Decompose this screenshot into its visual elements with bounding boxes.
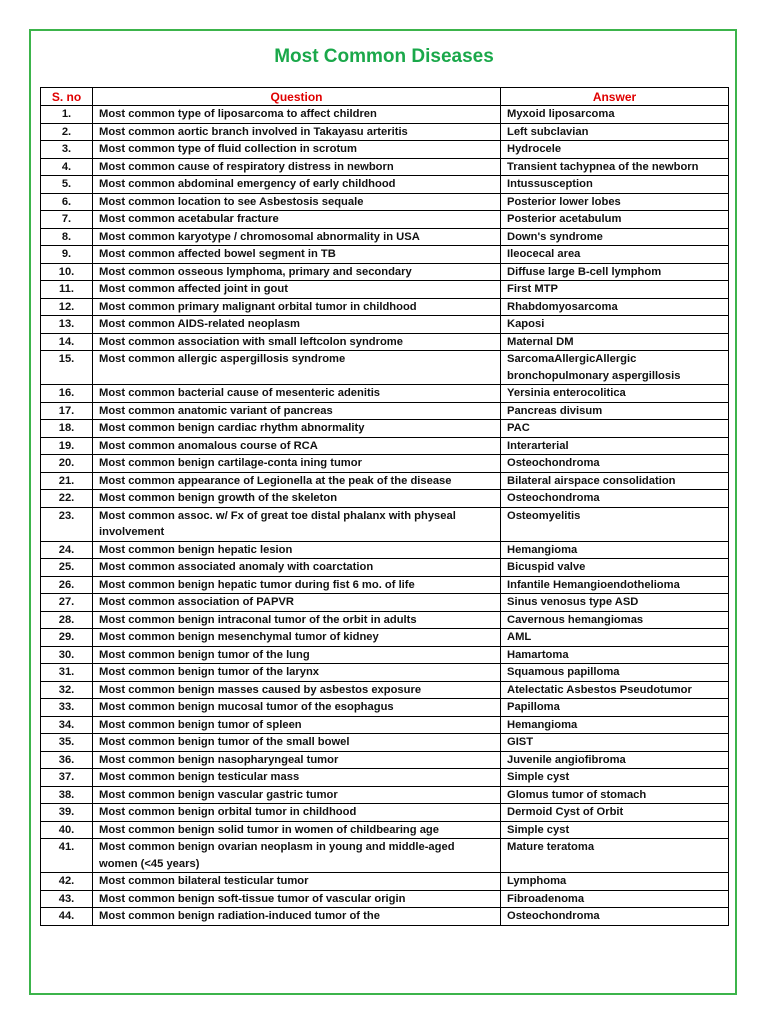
table-row	[41, 664, 729, 682]
row-question: Most common allergic aspergillosis syndrome	[93, 351, 501, 385]
header-sno: S. no	[41, 88, 93, 106]
row-answer: Hemangioma	[501, 716, 729, 734]
row-number: 8.	[41, 228, 93, 246]
row-question: Most common benign mucosal tumor of the esophagus	[93, 699, 501, 717]
row-question: Most common benign vascular gastric tumor	[93, 786, 501, 804]
row-question: Most common benign hepatic tumor during fist 6 mo. of life	[93, 576, 501, 594]
table-row	[41, 263, 729, 281]
row-question: Most common benign soft-tissue tumor of vascular origin	[93, 890, 501, 908]
row-number: 16.	[41, 385, 93, 403]
table-row	[41, 298, 729, 316]
row-question: Most common type of fluid collection in scrotum	[93, 141, 501, 159]
row-answer: PAC	[501, 420, 729, 438]
row-number: 14.	[41, 333, 93, 351]
row-number: 4.	[41, 158, 93, 176]
table-row	[41, 559, 729, 577]
row-question: Most common benign growth of the skeleton	[93, 490, 501, 508]
table-row	[41, 385, 729, 403]
row-question: Most common benign hepatic lesion	[93, 541, 501, 559]
table-row	[41, 193, 729, 211]
row-number: 25.	[41, 559, 93, 577]
table-row	[41, 804, 729, 822]
row-number: 13.	[41, 316, 93, 334]
row-answer: Osteochondroma	[501, 455, 729, 473]
row-number: 12.	[41, 298, 93, 316]
row-answer: Hydrocele	[501, 141, 729, 159]
page-title: Most Common Diseases	[274, 46, 494, 67]
row-number: 23.	[41, 507, 93, 541]
row-question: Most common benign tumor of the lung	[93, 646, 501, 664]
row-answer: Mature teratoma	[501, 839, 729, 873]
row-answer: Kaposi	[501, 316, 729, 334]
row-answer: Transient tachypnea of the newborn	[501, 158, 729, 176]
row-answer: Pancreas divisum	[501, 402, 729, 420]
table-row	[41, 681, 729, 699]
table-row	[41, 839, 729, 873]
row-answer: Infantile Hemangioendothelioma	[501, 576, 729, 594]
row-question: Most common osseous lymphoma, primary and secondary	[93, 263, 501, 281]
diseases-table	[40, 87, 729, 926]
row-answer: Posterior acetabulum	[501, 211, 729, 229]
row-question: Most common benign radiation-induced tumor of the	[93, 908, 501, 926]
row-question: Most common anomalous course of RCA	[93, 437, 501, 455]
row-answer: First MTP	[501, 281, 729, 299]
table-row	[41, 490, 729, 508]
row-question: Most common karyotype / chromosomal abnormality in USA	[93, 228, 501, 246]
row-number: 20.	[41, 455, 93, 473]
row-question: Most common AIDS-related neoplasm	[93, 316, 501, 334]
row-number: 26.	[41, 576, 93, 594]
row-answer: Glomus tumor of stomach	[501, 786, 729, 804]
row-number: 1.	[41, 106, 93, 124]
row-answer: Simple cyst	[501, 821, 729, 839]
row-answer: Posterior lower lobes	[501, 193, 729, 211]
row-number: 27.	[41, 594, 93, 612]
row-number: 3.	[41, 141, 93, 159]
row-answer: Interarterial	[501, 437, 729, 455]
row-number: 10.	[41, 263, 93, 281]
row-question: Most common bilateral testicular tumor	[93, 873, 501, 891]
row-number: 38.	[41, 786, 93, 804]
table-row	[41, 158, 729, 176]
table-row	[41, 646, 729, 664]
row-number: 31.	[41, 664, 93, 682]
table-row	[41, 246, 729, 264]
row-number: 22.	[41, 490, 93, 508]
row-question: Most common assoc. w/ Fx of great toe distal phalanx with physeal involvement	[93, 507, 501, 541]
row-answer: Bicuspid valve	[501, 559, 729, 577]
table-row	[41, 507, 729, 541]
row-question: Most common primary malignant orbital tumor in childhood	[93, 298, 501, 316]
table-body	[41, 106, 729, 926]
table-row	[41, 123, 729, 141]
row-question: Most common aortic branch involved in Takayasu arteritis	[93, 123, 501, 141]
row-question: Most common benign tumor of the larynx	[93, 664, 501, 682]
table-row	[41, 228, 729, 246]
row-number: 2.	[41, 123, 93, 141]
row-answer: Hemangioma	[501, 541, 729, 559]
row-answer: Simple cyst	[501, 769, 729, 787]
row-question: Most common type of liposarcoma to affect children	[93, 106, 501, 124]
table-row	[41, 333, 729, 351]
row-answer: Ileocecal area	[501, 246, 729, 264]
row-answer: Osteochondroma	[501, 490, 729, 508]
table-row	[41, 699, 729, 717]
row-question: Most common association of PAPVR	[93, 594, 501, 612]
table-row	[41, 890, 729, 908]
row-number: 39.	[41, 804, 93, 822]
row-number: 42.	[41, 873, 93, 891]
row-answer: Cavernous hemangiomas	[501, 611, 729, 629]
row-answer: Dermoid Cyst of Orbit	[501, 804, 729, 822]
row-number: 43.	[41, 890, 93, 908]
header-question: Question	[93, 88, 501, 106]
table-row	[41, 351, 729, 385]
row-answer: Myxoid liposarcoma	[501, 106, 729, 124]
table-row	[41, 734, 729, 752]
row-number: 7.	[41, 211, 93, 229]
table-row	[41, 908, 729, 926]
table-row	[41, 611, 729, 629]
row-answer: Left subclavian	[501, 123, 729, 141]
table-row	[41, 437, 729, 455]
row-answer: Hamartoma	[501, 646, 729, 664]
row-number: 35.	[41, 734, 93, 752]
table-row	[41, 211, 729, 229]
row-answer: Lymphoma	[501, 873, 729, 891]
row-number: 28.	[41, 611, 93, 629]
row-number: 41.	[41, 839, 93, 873]
row-question: Most common affected bowel segment in TB	[93, 246, 501, 264]
row-number: 34.	[41, 716, 93, 734]
table-row	[41, 281, 729, 299]
table-row	[41, 106, 729, 124]
row-question: Most common acetabular fracture	[93, 211, 501, 229]
table-row	[41, 751, 729, 769]
row-answer: Maternal DM	[501, 333, 729, 351]
row-question: Most common association with small leftcolon syndrome	[93, 333, 501, 351]
row-answer: Atelectatic Asbestos Pseudotumor	[501, 681, 729, 699]
row-question: Most common abdominal emergency of early childhood	[93, 176, 501, 194]
row-question: Most common benign mesenchymal tumor of kidney	[93, 629, 501, 647]
row-answer: Yersinia enterocolitica	[501, 385, 729, 403]
row-number: 19.	[41, 437, 93, 455]
table-row	[41, 873, 729, 891]
row-answer: Down's syndrome	[501, 228, 729, 246]
table-row	[41, 629, 729, 647]
row-question: Most common benign solid tumor in women of childbearing age	[93, 821, 501, 839]
row-question: Most common cause of respiratory distress in newborn	[93, 158, 501, 176]
row-number: 9.	[41, 246, 93, 264]
row-question: Most common anatomic variant of pancreas	[93, 402, 501, 420]
row-question: Most common benign cardiac rhythm abnormality	[93, 420, 501, 438]
table-row	[41, 821, 729, 839]
row-question: Most common benign nasopharyngeal tumor	[93, 751, 501, 769]
row-answer: Squamous papilloma	[501, 664, 729, 682]
row-answer: Intussusception	[501, 176, 729, 194]
table-row	[41, 316, 729, 334]
row-question: Most common benign intraconal tumor of the orbit in adults	[93, 611, 501, 629]
row-number: 32.	[41, 681, 93, 699]
table-header-row	[41, 88, 729, 106]
row-question: Most common benign tumor of the small bowel	[93, 734, 501, 752]
table-row	[41, 402, 729, 420]
row-number: 6.	[41, 193, 93, 211]
row-answer: SarcomaAllergicAllergic bronchopulmonary aspergillosis	[501, 351, 729, 385]
row-question: Most common benign testicular mass	[93, 769, 501, 787]
row-number: 15.	[41, 351, 93, 385]
row-number: 30.	[41, 646, 93, 664]
row-number: 36.	[41, 751, 93, 769]
table-row	[41, 455, 729, 473]
row-number: 18.	[41, 420, 93, 438]
row-answer: Papilloma	[501, 699, 729, 717]
row-question: Most common benign ovarian neoplasm in young and middle-aged women (<45 years)	[93, 839, 501, 873]
row-answer: Osteochondroma	[501, 908, 729, 926]
row-number: 37.	[41, 769, 93, 787]
header-answer: Answer	[501, 88, 729, 106]
table-row	[41, 472, 729, 490]
row-answer: Bilateral airspace consolidation	[501, 472, 729, 490]
table-row	[41, 769, 729, 787]
row-number: 33.	[41, 699, 93, 717]
table-row	[41, 141, 729, 159]
row-question: Most common associated anomaly with coarctation	[93, 559, 501, 577]
table-row	[41, 176, 729, 194]
row-answer: AML	[501, 629, 729, 647]
row-question: Most common benign tumor of spleen	[93, 716, 501, 734]
row-answer: Juvenile angiofibroma	[501, 751, 729, 769]
row-answer: Sinus venosus type ASD	[501, 594, 729, 612]
table-row	[41, 541, 729, 559]
table-row	[41, 420, 729, 438]
row-number: 21.	[41, 472, 93, 490]
table-row	[41, 786, 729, 804]
table-row	[41, 594, 729, 612]
row-number: 44.	[41, 908, 93, 926]
row-question: Most common location to see Asbestosis sequale	[93, 193, 501, 211]
row-answer: GIST	[501, 734, 729, 752]
row-answer: Osteomyelitis	[501, 507, 729, 541]
row-number: 11.	[41, 281, 93, 299]
row-question: Most common benign orbital tumor in childhood	[93, 804, 501, 822]
row-number: 29.	[41, 629, 93, 647]
row-question: Most common affected joint in gout	[93, 281, 501, 299]
table-row	[41, 576, 729, 594]
row-answer: Rhabdomyosarcoma	[501, 298, 729, 316]
row-question: Most common benign cartilage-conta ining tumor	[93, 455, 501, 473]
row-answer: Fibroadenoma	[501, 890, 729, 908]
row-number: 17.	[41, 402, 93, 420]
row-number: 40.	[41, 821, 93, 839]
row-question: Most common appearance of Legionella at the peak of the disease	[93, 472, 501, 490]
table-row	[41, 716, 729, 734]
row-number: 5.	[41, 176, 93, 194]
row-number: 24.	[41, 541, 93, 559]
row-question: Most common bacterial cause of mesenteric adenitis	[93, 385, 501, 403]
row-question: Most common benign masses caused by asbestos exposure	[93, 681, 501, 699]
row-answer: Diffuse large B-cell lymphom	[501, 263, 729, 281]
